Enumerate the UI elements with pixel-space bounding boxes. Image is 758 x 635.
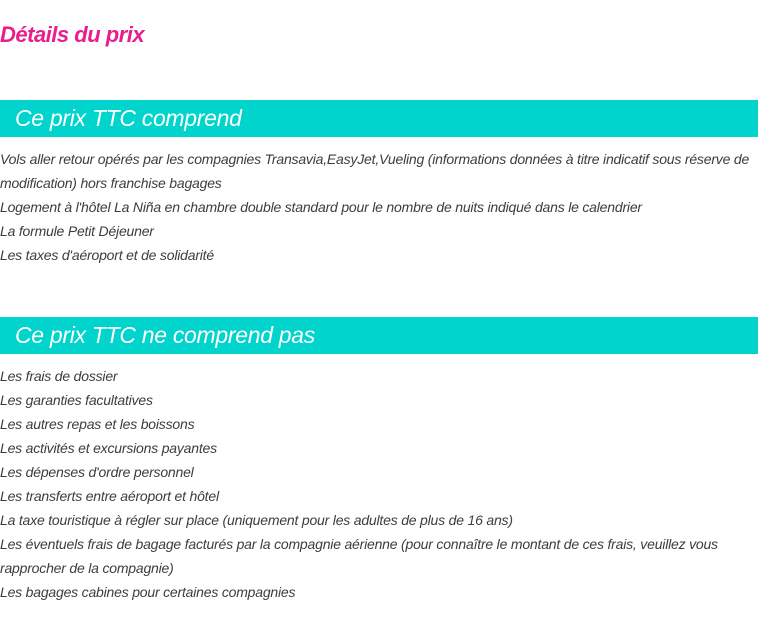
list-item: Les activités et excursions payantes: [0, 440, 217, 456]
included-section-title: Ce prix TTC comprend: [15, 105, 242, 131]
excluded-section-header: [0, 317, 758, 354]
excluded-section-title: Ce prix TTC ne comprend pas: [15, 322, 315, 348]
list-item: Les frais de dossier: [0, 368, 118, 384]
list-item: Vols aller retour opérés par les compagnies Transavia,EasyJet,Vueling (informations données à titre indicatif sous réserve de modification) hors franchise bagages: [0, 151, 750, 191]
list-item: Les bagages cabines pour certaines compagnies: [0, 584, 296, 600]
list-item: Les taxes d'aéroport et de solidarité: [0, 247, 214, 263]
included-list: [0, 147, 750, 267]
list-item: Les dépenses d'ordre personnel: [0, 464, 194, 480]
list-item: Les éventuels frais de bagage facturés par la compagnie aérienne (pour connaître le montant de ces frais, veuillez vous rapprocher de la compagnie): [0, 536, 718, 576]
excluded-list: [0, 364, 758, 604]
list-item: Les garanties facultatives: [0, 392, 153, 408]
list-item: Logement à l'hôtel La Niña en chambre double standard pour le nombre de nuits indiqué dans le calendrier: [0, 199, 642, 215]
list-item: La formule Petit Déjeuner: [0, 223, 154, 239]
included-section-header: [0, 100, 758, 137]
page-title: Détails du prix: [0, 22, 145, 47]
list-item: La taxe touristique à régler sur place (uniquement pour les adultes de plus de 16 ans): [0, 512, 513, 528]
list-item: Les autres repas et les boissons: [0, 416, 195, 432]
list-item: Les transferts entre aéroport et hôtel: [0, 488, 219, 504]
